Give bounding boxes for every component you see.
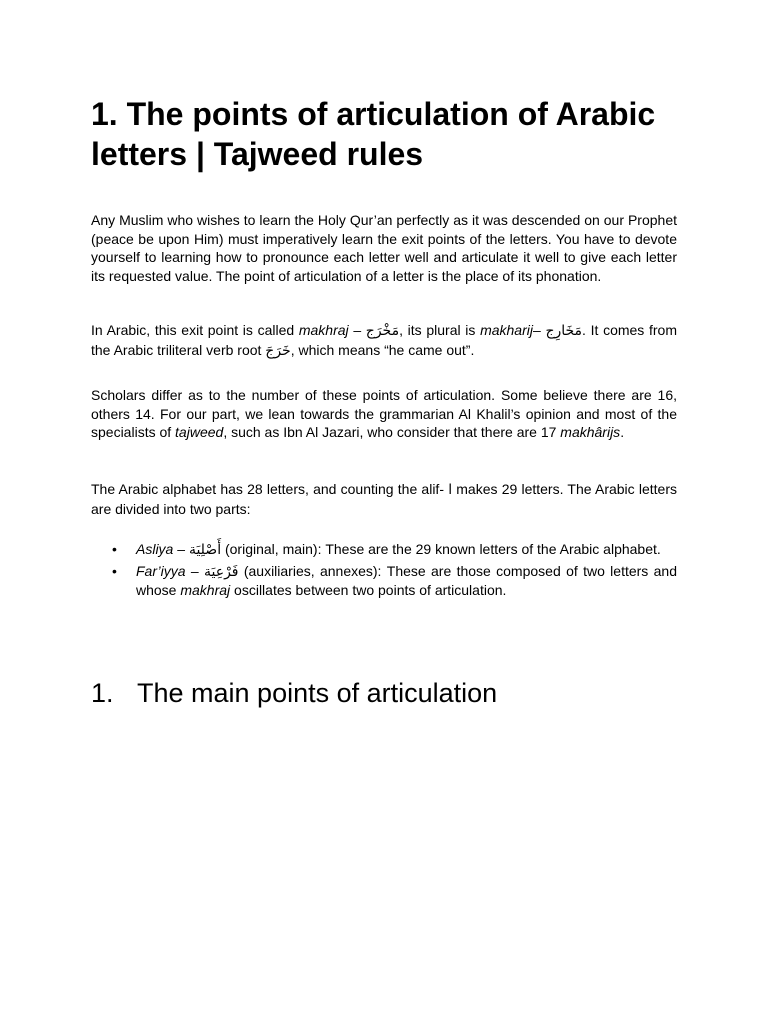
arabic-alif: ا [448,482,453,498]
intro-paragraph: Any Muslim who wishes to learn the Holy Qur’an perfectly as it was descended on our Prophet (peace be upon Him) must imperatively learn the exit points of the letters. You have to devote yourself to learning how to pronounce each letter well and articulate it well to give each letter its requested value. The point of articulation of a letter is the place of its phonation. [91,212,677,284]
bullet-icon: • [112,541,117,557]
list-item [91,540,677,560]
list-item [91,562,677,600]
text-run: – [348,322,366,338]
text-run: , its plural is [399,322,481,338]
term-makharij: makharij [480,322,533,338]
text-run: , such as Ibn Al Jazari, who consider that there are 17 [223,424,561,440]
alphabet-paragraph [91,480,677,518]
text-run: (original, main): These are the 29 known letters of the Arabic alphabet. [221,541,661,557]
page-title: 1. The points of articulation of Arabic letters | Tajweed rules [91,96,656,172]
text-run: . [620,424,625,440]
bullet-icon: • [112,562,117,579]
text-run: – [185,562,204,579]
text-run: (auxiliaries, annexes): These are those composed of two letters and whose [136,562,677,598]
term-asliya: Asliya [136,541,174,557]
makhraj-paragraph [91,321,677,360]
letter-parts-list [91,540,677,602]
arabic-makharij: مَخَارِج [545,323,583,339]
term-tajweed: tajweed [175,424,224,440]
arabic-makhraj: مَخْرَج [365,323,400,339]
section-heading [91,675,497,711]
text-run: makes 29 letters. The Arabic letters are divided into two parts: [91,481,677,517]
text-run: , which means “he came out”. [290,341,475,358]
text-run: In Arabic, this exit point is called [91,322,299,338]
text-run: – [173,541,189,557]
term-makharijs: makhârijs [560,424,621,440]
arabic-kharaja: خَرَجَ [265,342,291,359]
term-makhraj: makhraj [298,322,349,338]
term-fariyya: Far’iyya [136,562,186,579]
section-number: 1. [91,678,114,708]
text-run: . It comes from the Arabic triliteral verb root [91,322,677,358]
text-run: The Arabic alphabet has 28 letters, and counting the alif- [91,481,449,497]
arabic-asliya: أَصْلِيَة [188,542,222,558]
text-run: Scholars differ as to the number of these points of articulation. Some believe there are 16, others 14. For our part, we lean towards the grammarian Al Khalil’s opinion and most of the specialists of [91,387,677,440]
text-run: – [532,322,546,338]
scholars-paragraph [91,386,677,442]
text-run: oscillates between two points of articulation. [230,582,507,598]
term-makhraj: makhraj [180,582,231,598]
section-heading-text: The main points of articulation [137,678,498,708]
arabic-fariyya: فَرْعِيَة [203,563,239,580]
